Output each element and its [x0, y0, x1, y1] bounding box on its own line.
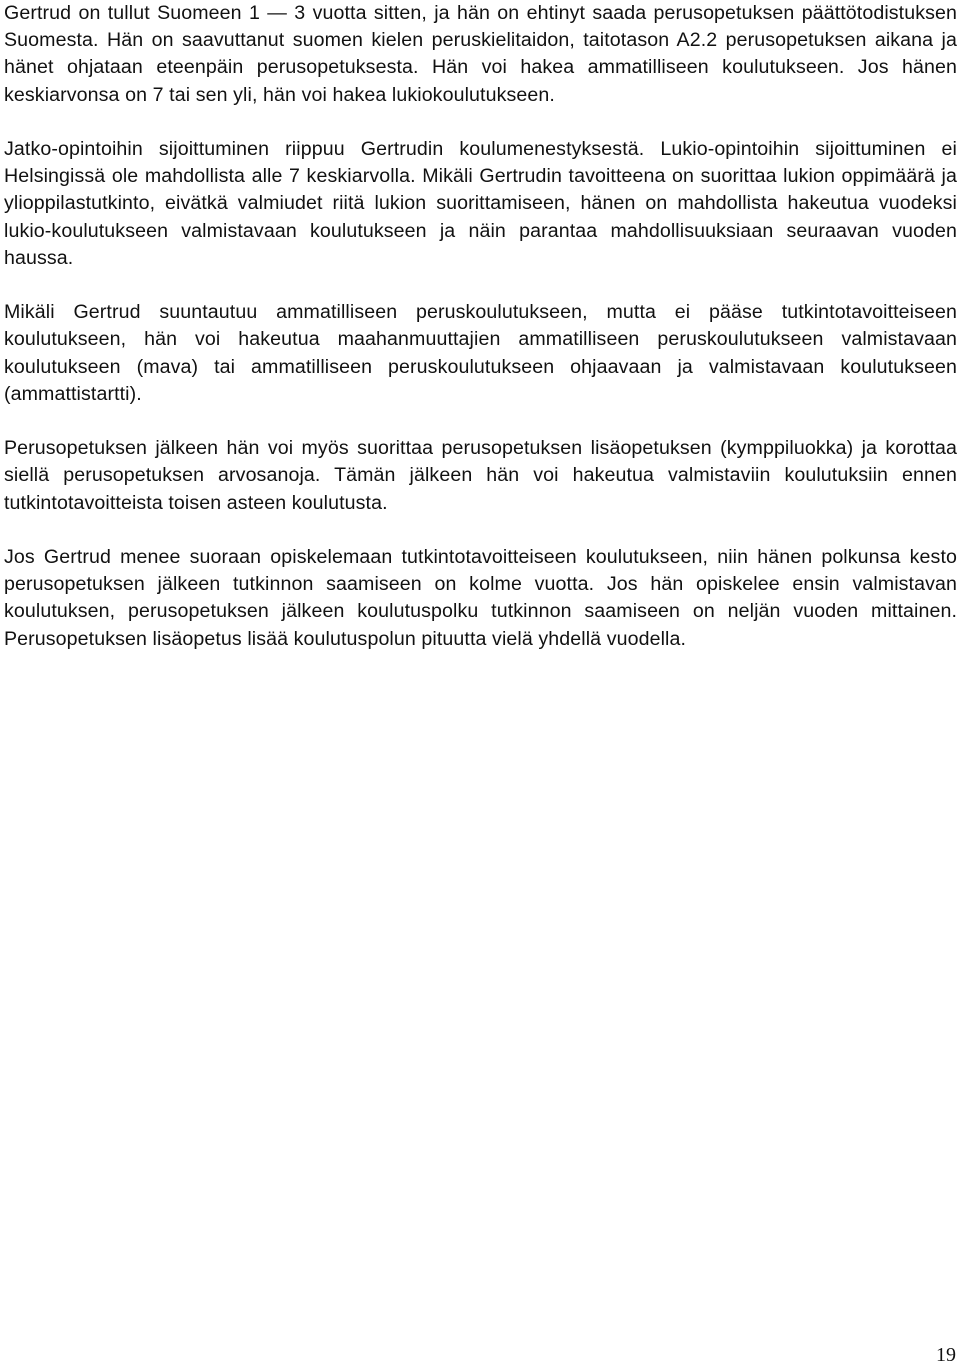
document-body — [4, 0, 957, 653]
paragraph-additional-education: Perusopetuksen jälkeen hän voi myös suorittaa perusopetuksen lisäopetuksen (kymppiluokka) ja korottaa siellä perusopetuksen arvosanoja. Tämän jälkeen hän voi hakeutua valmistaviin koulutuksiin ennen tutkintotavoitteista toisen asteen koulutusta. — [4, 437, 957, 514]
page-number: 19 — [936, 1344, 956, 1366]
paragraph-further-studies: Jatko-opintoihin sijoittuminen riippuu Gertrudin koulumenestyksestä. Lukio-opintoihin sijoittuminen ei Helsingissä ole mahdollista alle 7 keskiarvolla. Mikäli Gertrudin tavoitteena on suorittaa lukion oppimäärä ja ylioppilastutkinto, eivätkä valmiudet riitä lukion suorittamiseen, hänen on mahdollista hakeutua vuodeksi lukio-koulutukseen valmistavaan koulutukseen ja näin parantaa mahdollisuuksiaan seuraavan vuoden haussa. — [4, 138, 957, 269]
paragraph-intro: Gertrud on tullut Suomeen 1 — 3 vuotta sitten, ja hän on ehtinyt saada perusopetuksen päättötodistuksen Suomesta. Hän on saavuttanut suomen kielen peruskielitaidon, taitotason A2.2 perusopetuksen aikana ja hänet ohjataan eteenpäin perusopetuksesta. Hän voi hakea ammatilliseen koulutukseen. Jos hänen keskiarvonsa on 7 tai sen yli, hän voi hakea lukiokoulutukseen. — [4, 2, 957, 106]
paragraph-vocational: Mikäli Gertrud suuntautuu ammatilliseen peruskoulutukseen, mutta ei pääse tutkintotavoitteiseen koulutukseen, hän voi hakeutua maahanmuuttajien ammatilliseen peruskoulutukseen valmistavaan koulutukseen (mava) tai ammatilliseen peruskoulutukseen ohjaavaan ja valmistavaan koulutukseen (ammattistartti). — [4, 301, 957, 405]
paragraph-study-path-duration: Jos Gertrud menee suoraan opiskelemaan tutkintotavoitteiseen koulutukseen, niin hänen polkunsa kesto perusopetuksen jälkeen tutkinnon saamiseen on kolme vuotta. Jos hän opiskelee ensin valmistavan koulutuksen, perusopetuksen jälkeen koulutuspolku tutkinnon saamiseen on neljän vuoden mittainen. Perusopetuksen lisäopetus lisää koulutuspolun pituutta vielä yhdellä vuodella. — [4, 546, 957, 650]
